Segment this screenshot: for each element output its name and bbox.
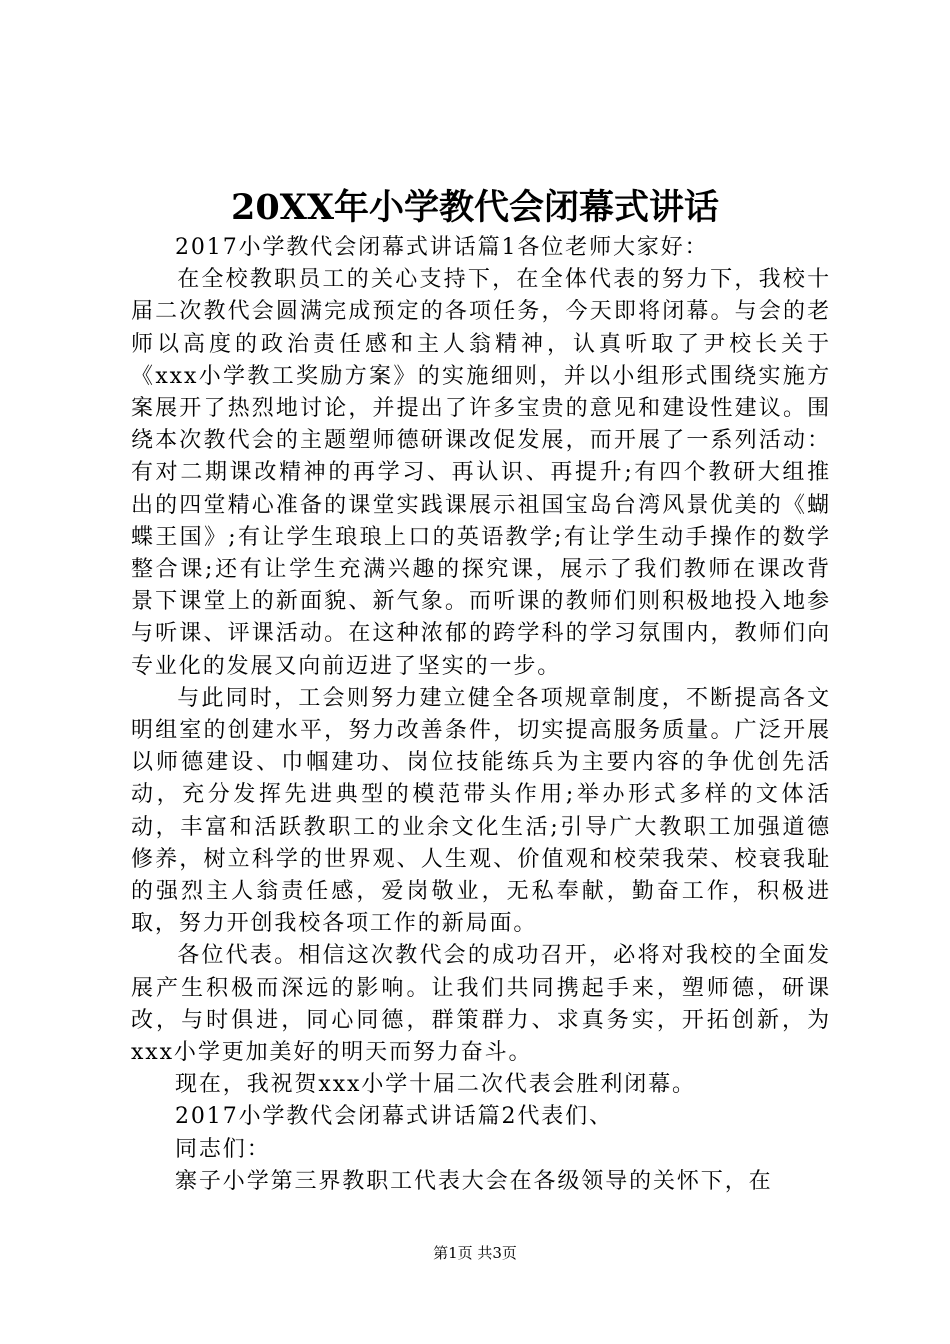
paragraph-2: 与此同时，工会则努力建立健全各项规章制度，不断提高各文明组室的创建水平，努力改善条件，切实提高服务质量。广泛开展以师德建设、巾帼建功、岗位技能练兵为主要内容的争优创先活动，充分发挥先进典型的模范带头作用;举办形式多样的文体活动，丰富和活跃教职工的业余文化生活;引导广大教职工加强道德修养，树立科学的世界观、人生观、价值观和校荣我荣、校衰我耻的强烈主人翁责任感，爱岗敬业，无私奉献，勤奋工作，积极进取，努力开创我校各项工作的新局面。: [131, 685, 831, 937]
paragraph-intro: 2017小学教代会闭幕式讲话篇1各位老师大家好：: [175, 235, 709, 260]
paragraph-6: 同志们：: [175, 1136, 271, 1162]
page-footer: 第1页 共3页: [433, 1244, 517, 1262]
document-body: [131, 232, 831, 1198]
paragraph-5: 2017小学教代会闭幕式讲话篇2代表们、: [175, 1104, 613, 1130]
paragraph-7: 寨子小学第三界教职工代表大会在各级领导的关怀下，在: [175, 1168, 773, 1194]
paragraph-4: 现在，我祝贺xxx小学十届二次代表会胜利闭幕。: [175, 1072, 696, 1098]
paragraph-1: 在全校教职员工的关心支持下，在全体代表的努力下，我校十届二次教代会圆满完成预定的各项任务，今天即将闭幕。与会的老师以高度的政治责任感和主人翁精神，认真听取了尹校长关于《xxx小学教工奖励方案》的实施细则，并以小组形式围绕实施方案展开了热烈地讨论，并提出了许多宝贵的意见和建设性建议。围绕本次教代会的主题塑师德研课改促发展，而开展了一系列活动：有对二期课改精神的再学习、再认识、再提升;有四个教研大组推出的四堂精心准备的课堂实践课展示祖国宝岛台湾风景优美的《蝴蝶王国》;有让学生琅琅上口的英语教学;有让学生动手操作的数学整合课;还有让学生充满兴趣的探究课，展示了我们教师在课改背景下课堂上的新面貌、新气象。而听课的教师们则积极地投入地参与听课、评课活动。在这种浓郁的跨学科的学习氛围内，教师们向专业化的发展又向前迈进了坚实的一步。: [131, 267, 831, 679]
paragraph-3: 各位代表。相信这次教代会的成功召开，必将对我校的全面发展产生积极而深远的影响。让我们共同携起手来，塑师德，研课改，与时俱进，同心同德，群策群力、求真务实，开拓创新，为xxx小学更加美好的明天而努力奋斗。: [131, 943, 831, 1066]
document-title: 20XX年小学教代会闭幕式讲话: [230, 187, 720, 228]
